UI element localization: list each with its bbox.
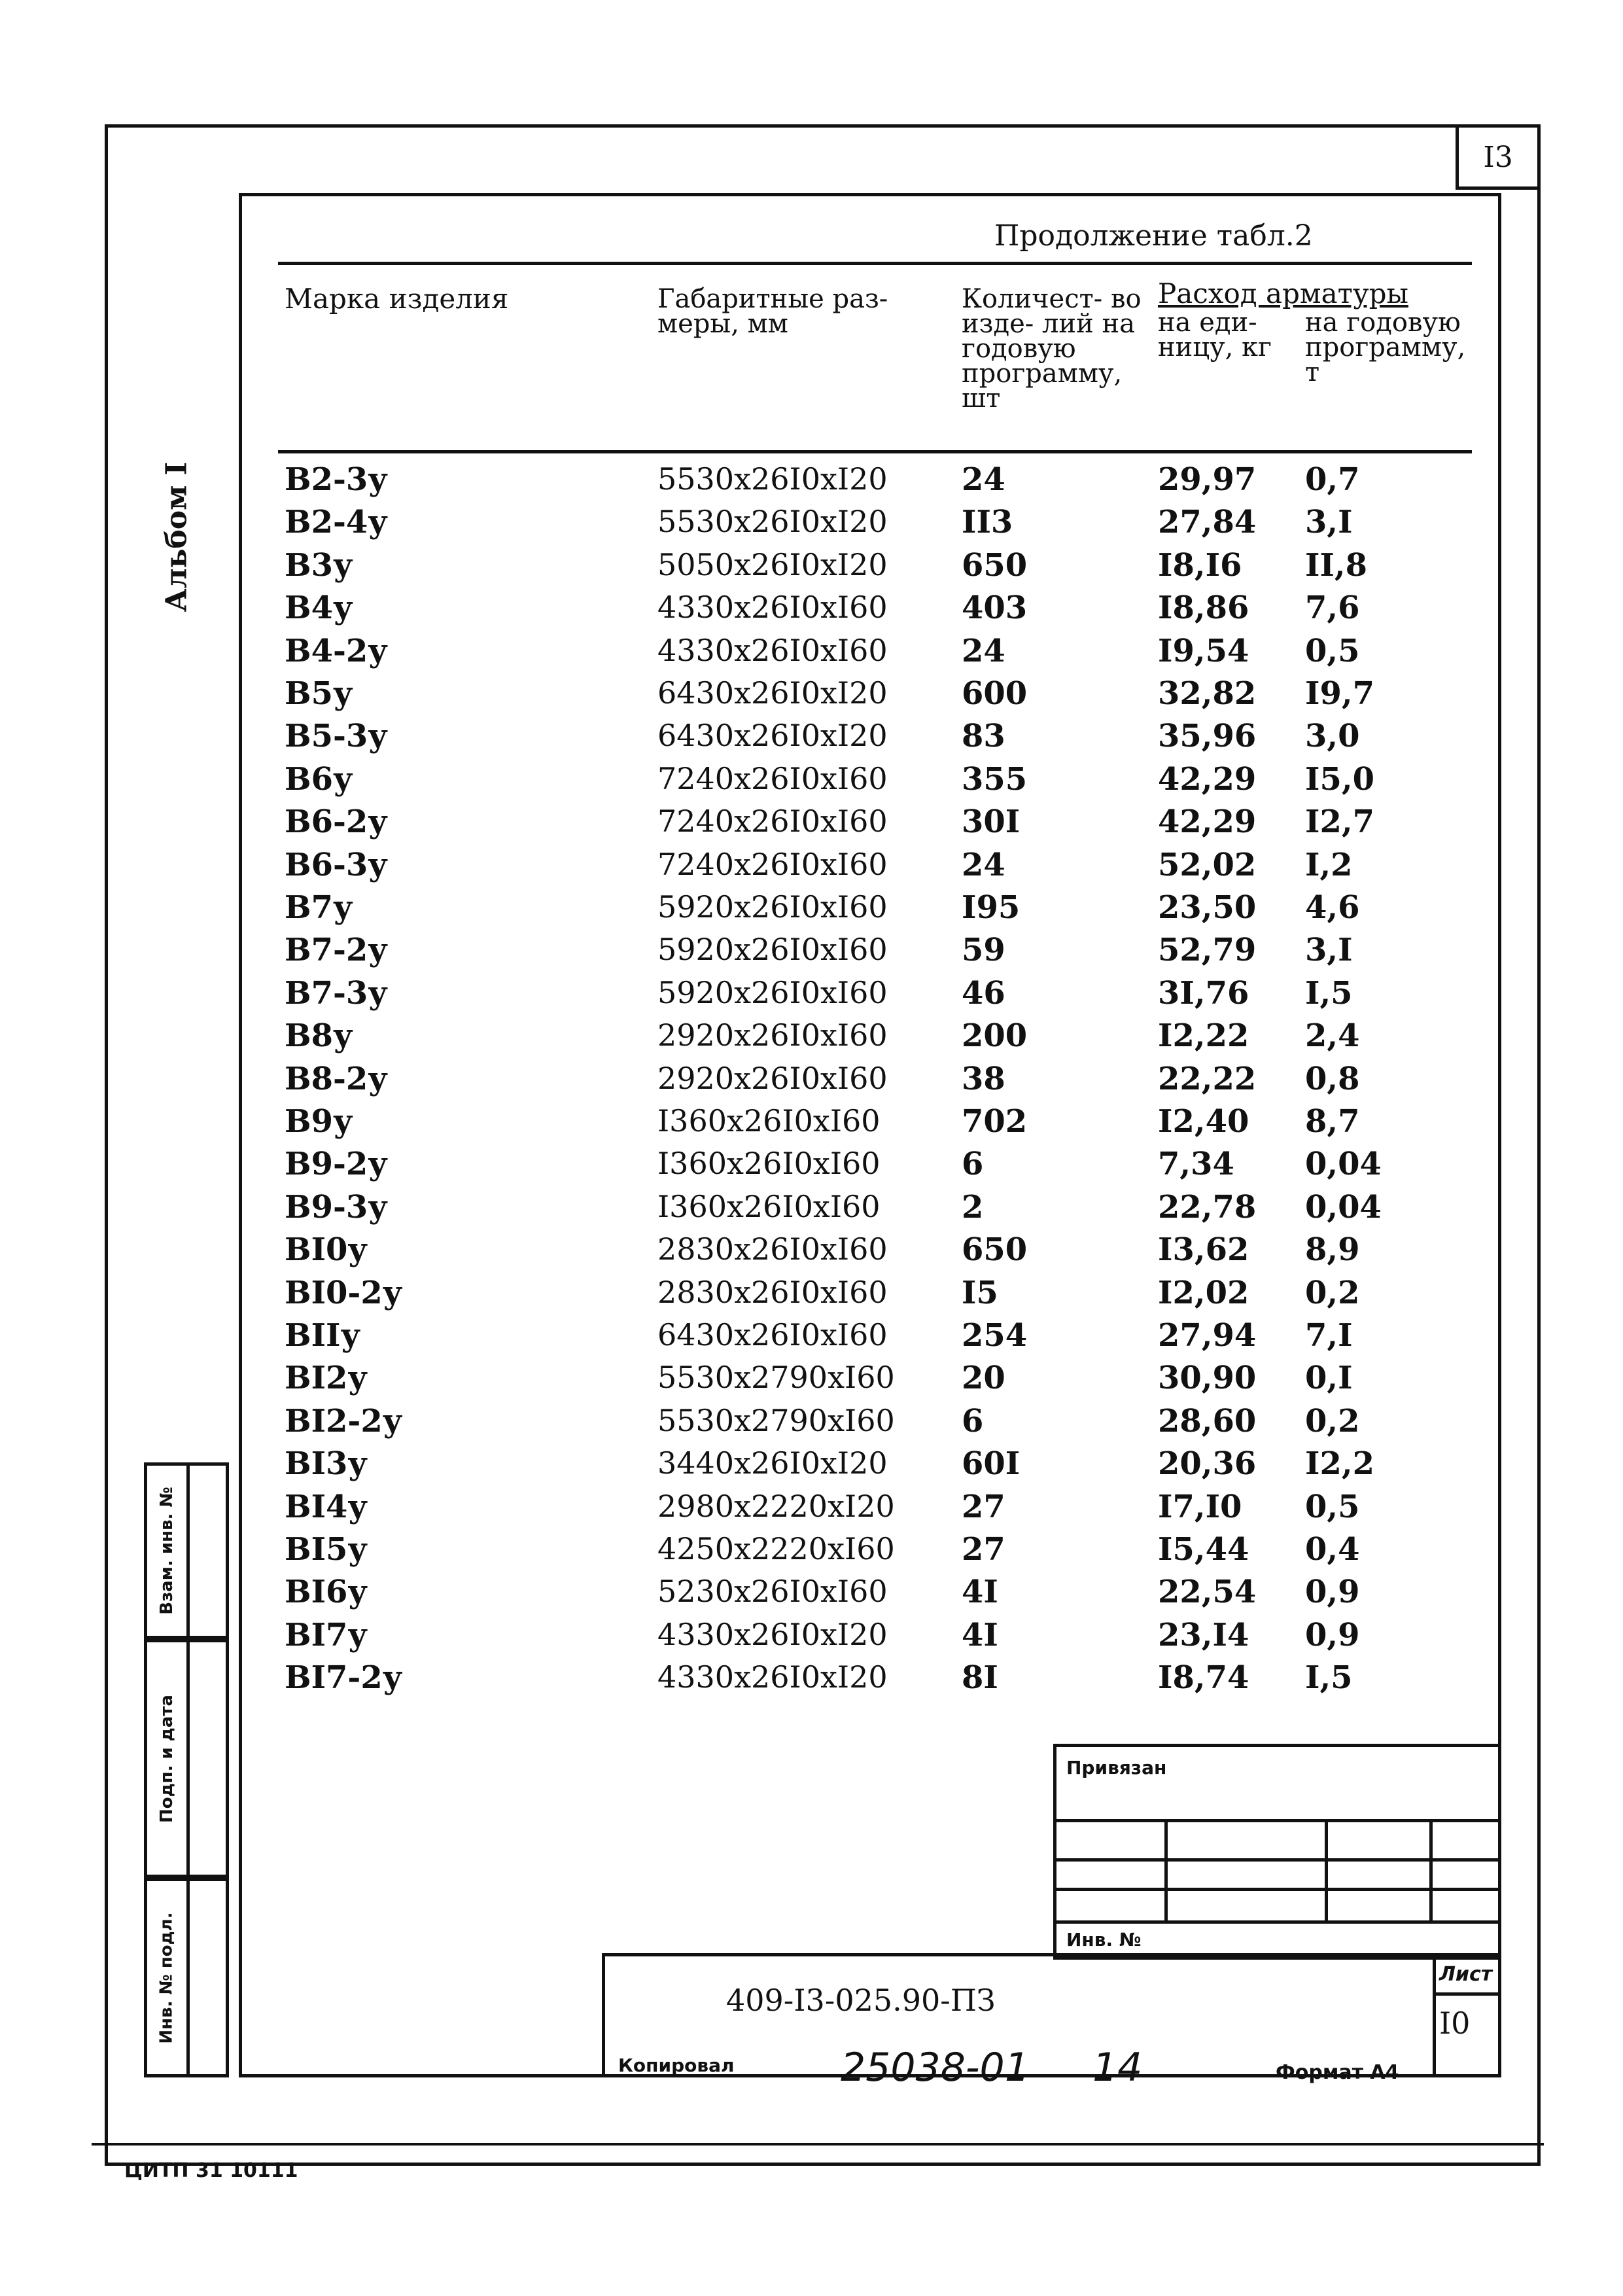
side-label-vzam: Взам. инв. №	[157, 1487, 177, 1615]
cell-qty: 30I	[962, 804, 1021, 841]
table-row	[242, 804, 1478, 846]
cell-dims: 7240x26I0xI60	[657, 804, 888, 839]
table	[242, 262, 1478, 1727]
table-row	[242, 1360, 1478, 1402]
col-dims-header: Габаритные раз- меры, мм	[657, 284, 888, 339]
stamp-line-4	[1053, 1920, 1501, 1924]
cell-mark: В8у	[285, 1017, 353, 1055]
cell-per-unit: 22,54	[1158, 1574, 1257, 1611]
table-row	[242, 1231, 1478, 1274]
cell-qty: 20	[962, 1360, 1005, 1397]
cell-mark: В9-3у	[285, 1188, 389, 1226]
cell-qty: 200	[962, 1017, 1028, 1055]
handwritten-number: 14	[1092, 2045, 1143, 2091]
cell-dims: 5530x2790xI60	[657, 1402, 895, 1438]
side-label-podp: Подп. и дата	[157, 1694, 177, 1823]
cell-per-unit: 20,36	[1158, 1445, 1257, 1483]
cell-mark: В3у	[285, 546, 353, 584]
cell-qty: 600	[962, 675, 1028, 712]
cell-per-program: I5,0	[1305, 760, 1374, 798]
cell-dims: 6430x26I0xI60	[657, 1317, 888, 1352]
table-row	[242, 932, 1478, 974]
cell-mark: В7-2у	[285, 932, 389, 969]
stamp-vline-2	[1325, 1819, 1328, 1920]
cell-mark: ВI0-2у	[285, 1274, 403, 1311]
cell-mark: В6у	[285, 760, 353, 798]
cell-per-program: 0,2	[1305, 1274, 1360, 1311]
cell-mark: В8-2у	[285, 1060, 389, 1097]
table-row	[242, 633, 1478, 675]
stamp-sheet-divider	[1433, 1956, 1436, 2077]
cell-dims: 5920x26I0xI60	[657, 974, 888, 1010]
cell-per-unit: 7,34	[1158, 1146, 1234, 1183]
cell-per-unit: 30,90	[1158, 1360, 1257, 1397]
cell-dims: 3440x26I0xI20	[657, 1445, 888, 1481]
cell-dims: 5530x26I0xI20	[657, 504, 888, 540]
cell-dims: 2830x26I0xI60	[657, 1274, 888, 1310]
cell-per-program: II,8	[1305, 546, 1368, 584]
cell-qty: I5	[962, 1274, 998, 1311]
cell-per-unit: I2,40	[1158, 1103, 1249, 1140]
cell-dims: 7240x26I0xI60	[657, 760, 888, 796]
cell-per-program: 7,6	[1305, 590, 1360, 627]
cell-dims: 5230x26I0xI60	[657, 1574, 888, 1610]
cell-mark: ВI2у	[285, 1360, 368, 1397]
cell-per-program: I2,2	[1305, 1445, 1374, 1483]
table-row	[242, 504, 1478, 546]
stamp-vline-1	[1164, 1819, 1168, 1920]
cell-per-unit: 27,84	[1158, 504, 1257, 541]
cell-dims: I360x26I0xI60	[657, 1146, 881, 1182]
cell-mark: В7у	[285, 889, 353, 926]
cell-qty: 8I	[962, 1659, 998, 1697]
cell-mark: В2-3у	[285, 461, 389, 498]
col-per-unit-header: на еди- ницу, кг	[1158, 308, 1272, 362]
cell-per-program: I2,7	[1305, 804, 1374, 841]
cell-mark: В2-4у	[285, 504, 389, 541]
table-row	[242, 1617, 1478, 1659]
table-row	[242, 889, 1478, 932]
cell-dims: 5530x26I0xI20	[657, 461, 888, 497]
table-row	[242, 975, 1478, 1017]
cell-per-unit: 32,82	[1158, 675, 1257, 712]
side-label-inv-podl: Инв. № подл.	[157, 1911, 177, 2044]
side-divider	[186, 1462, 190, 2077]
cell-per-unit: I8,74	[1158, 1659, 1249, 1697]
cell-qty: 59	[962, 932, 1005, 969]
table-row	[242, 1189, 1478, 1231]
cell-qty: 27	[962, 1488, 1005, 1525]
cell-qty: 24	[962, 632, 1005, 669]
cell-per-program: 0,9	[1305, 1616, 1360, 1653]
cell-per-program: 4,6	[1305, 889, 1360, 926]
cell-per-unit: I7,I0	[1158, 1488, 1242, 1525]
cell-per-unit: 42,29	[1158, 804, 1257, 841]
cell-qty: 6	[962, 1146, 984, 1183]
table-row	[242, 1659, 1478, 1702]
cell-dims: 5530x2790xI60	[657, 1360, 895, 1396]
stamp-sheet-line	[1433, 1992, 1501, 1996]
handwritten-code: 25038-01	[841, 2045, 1030, 2091]
cell-mark: В9у	[285, 1103, 353, 1140]
cell-per-unit: 29,97	[1158, 461, 1257, 498]
header-bottom-rule	[278, 450, 1472, 453]
table-row	[242, 1531, 1478, 1574]
stamp-line-1	[1053, 1819, 1501, 1822]
cell-per-unit: I9,54	[1158, 632, 1249, 669]
stamp-line-3	[1053, 1888, 1501, 1891]
cell-dims: 6430x26I0xI20	[657, 675, 888, 711]
cell-dims: 4330x26I0xI60	[657, 590, 888, 626]
cell-per-program: I,5	[1305, 974, 1353, 1012]
cell-per-unit: 52,79	[1158, 932, 1257, 969]
table-row	[242, 1445, 1478, 1488]
cell-mark: ВI6у	[285, 1574, 368, 1611]
cell-dims: 2920x26I0xI60	[657, 1017, 888, 1053]
cell-per-program: 2,4	[1305, 1017, 1360, 1055]
cell-per-unit: I8,I6	[1158, 546, 1242, 584]
cell-per-unit: 23,I4	[1158, 1616, 1249, 1653]
cell-mark: ВI4у	[285, 1488, 368, 1525]
cell-per-program: 0,04	[1305, 1146, 1382, 1183]
table-row	[242, 1403, 1478, 1445]
cell-mark: ВI3у	[285, 1445, 368, 1483]
cell-per-program: 0,8	[1305, 1060, 1360, 1097]
album-label: Альбом I	[160, 461, 194, 612]
printer-mark: ЦИТП 31 10111	[124, 2159, 298, 2182]
cell-mark: В6-3у	[285, 846, 389, 883]
cell-per-unit: I5,44	[1158, 1531, 1249, 1568]
cell-mark: ВI0у	[285, 1231, 368, 1269]
cell-mark: В4-2у	[285, 632, 389, 669]
cell-qty: 6	[962, 1402, 984, 1439]
table-row	[242, 718, 1478, 760]
cell-per-program: 0,5	[1305, 1488, 1360, 1525]
table-row	[242, 761, 1478, 804]
cell-dims: 2980x2220xI20	[657, 1488, 895, 1524]
col-rebar-header: Расход арматуры	[1158, 277, 1408, 309]
sheet-number: I0	[1439, 2005, 1471, 2041]
col-per-program-header: на годовую программу, т	[1305, 308, 1466, 387]
cell-per-program: 0,4	[1305, 1531, 1360, 1568]
stamp-line-2	[1053, 1858, 1501, 1862]
cell-qty: 650	[962, 1231, 1028, 1269]
cell-dims: 5920x26I0xI60	[657, 932, 888, 968]
cell-per-program: 0,I	[1305, 1360, 1353, 1397]
cell-qty: II3	[962, 504, 1013, 541]
cell-per-program: I,5	[1305, 1659, 1353, 1697]
cell-per-program: 0,2	[1305, 1402, 1360, 1439]
cell-mark: ВIIу	[285, 1317, 361, 1354]
cell-per-program: 0,7	[1305, 461, 1360, 498]
cell-per-program: 8,7	[1305, 1103, 1360, 1140]
cell-per-unit: 22,78	[1158, 1188, 1257, 1226]
bottom-rule	[92, 2143, 1544, 2146]
cell-per-unit: 28,60	[1158, 1402, 1257, 1439]
cell-qty: 650	[962, 546, 1028, 584]
cell-dims: 5920x26I0xI60	[657, 889, 888, 925]
cell-per-unit: 22,22	[1158, 1060, 1257, 1097]
cell-qty: 83	[962, 718, 1005, 755]
table-row	[242, 1317, 1478, 1360]
table-continuation: Продолжение табл.2	[994, 219, 1313, 253]
cell-dims: 5050x26I0xI20	[657, 546, 888, 582]
cell-per-unit: I2,02	[1158, 1274, 1249, 1311]
header-top-rule	[278, 262, 1472, 265]
table-row	[242, 847, 1478, 889]
cell-qty: 24	[962, 461, 1005, 498]
cell-per-program: 7,I	[1305, 1317, 1353, 1354]
cell-per-unit: 27,94	[1158, 1317, 1257, 1354]
cell-dims: 4250x2220xI60	[657, 1531, 895, 1566]
cell-dims: 7240x26I0xI60	[657, 846, 888, 882]
col-mark-header: Марка изделия	[285, 283, 509, 315]
cell-per-unit: 42,29	[1158, 760, 1257, 798]
cell-per-unit: 23,50	[1158, 889, 1257, 926]
cell-qty: 403	[962, 590, 1028, 627]
sheet-label: Лист	[1439, 1963, 1493, 1986]
cell-qty: 60I	[962, 1445, 1021, 1483]
cell-dims: 4330x26I0xI20	[657, 1616, 888, 1652]
table-row	[242, 675, 1478, 718]
cell-qty: 702	[962, 1103, 1028, 1140]
cell-per-unit: I3,62	[1158, 1231, 1249, 1269]
cell-qty: 355	[962, 760, 1028, 798]
cell-mark: В6-2у	[285, 804, 389, 841]
cell-mark: В5-3у	[285, 718, 389, 755]
cell-per-unit: 52,02	[1158, 846, 1257, 883]
cell-mark: ВI5у	[285, 1531, 368, 1568]
col-qty-header: Количест- во изде- лий на годовую программу, шт	[962, 284, 1142, 414]
cell-qty: 4I	[962, 1574, 998, 1611]
cell-per-unit: I2,22	[1158, 1017, 1249, 1055]
cell-per-unit: I8,86	[1158, 590, 1249, 627]
cell-per-program: 0,9	[1305, 1574, 1360, 1611]
cell-dims: 4330x26I0xI60	[657, 632, 888, 668]
table-row	[242, 1017, 1478, 1060]
cell-per-unit: 35,96	[1158, 718, 1257, 755]
cell-qty: I95	[962, 889, 1021, 926]
table-row	[242, 1574, 1478, 1616]
cell-qty: 254	[962, 1317, 1028, 1354]
cell-qty: 27	[962, 1531, 1005, 1568]
cell-qty: 4I	[962, 1616, 998, 1653]
format-label: Формат А4	[1276, 2061, 1399, 2084]
cell-dims: 2830x26I0xI60	[657, 1231, 888, 1267]
cell-mark: ВI7у	[285, 1616, 368, 1653]
cell-dims: I360x26I0xI60	[657, 1103, 881, 1139]
cell-qty: 38	[962, 1060, 1005, 1097]
cell-mark: В9-2у	[285, 1146, 389, 1183]
table-row	[242, 590, 1478, 632]
stamp-inv-label: Инв. №	[1066, 1929, 1142, 1951]
table-row	[242, 1146, 1478, 1188]
table-row	[242, 1103, 1478, 1146]
table-row	[242, 1275, 1478, 1317]
cell-qty: 24	[962, 846, 1005, 883]
cell-mark: ВI7-2у	[285, 1659, 403, 1697]
copied-label: Копировал	[618, 2055, 735, 2076]
cell-per-program: 8,9	[1305, 1231, 1360, 1269]
cell-dims: I360x26I0xI60	[657, 1188, 881, 1224]
cell-per-unit: 3I,76	[1158, 974, 1249, 1012]
cell-per-program: I,2	[1305, 846, 1353, 883]
table-row	[242, 1489, 1478, 1531]
stamp-privyazan-label: Привязан	[1066, 1757, 1167, 1778]
cell-mark: В7-3у	[285, 974, 389, 1012]
cell-per-program: 0,04	[1305, 1188, 1382, 1226]
cell-per-program: I9,7	[1305, 675, 1374, 712]
cell-mark: ВI2-2у	[285, 1402, 403, 1439]
table-row	[242, 461, 1478, 504]
cell-dims: 2920x26I0xI60	[657, 1060, 888, 1096]
page-number: I3	[1456, 124, 1541, 190]
cell-per-program: 3,I	[1305, 504, 1353, 541]
doc-code: 409-I3-025.90-ПЗ	[726, 1983, 996, 2018]
table-row	[242, 547, 1478, 590]
cell-dims: 4330x26I0xI20	[657, 1659, 888, 1695]
cell-qty: 46	[962, 974, 1005, 1012]
cell-per-program: 3,0	[1305, 718, 1360, 755]
cell-mark: В4у	[285, 590, 353, 627]
cell-per-program: 3,I	[1305, 932, 1353, 969]
table-row	[242, 1061, 1478, 1103]
cell-dims: 6430x26I0xI20	[657, 718, 888, 754]
cell-qty: 2	[962, 1188, 984, 1226]
stamp-vline-3	[1429, 1819, 1433, 1920]
cell-mark: В5у	[285, 675, 353, 712]
cell-per-program: 0,5	[1305, 632, 1360, 669]
